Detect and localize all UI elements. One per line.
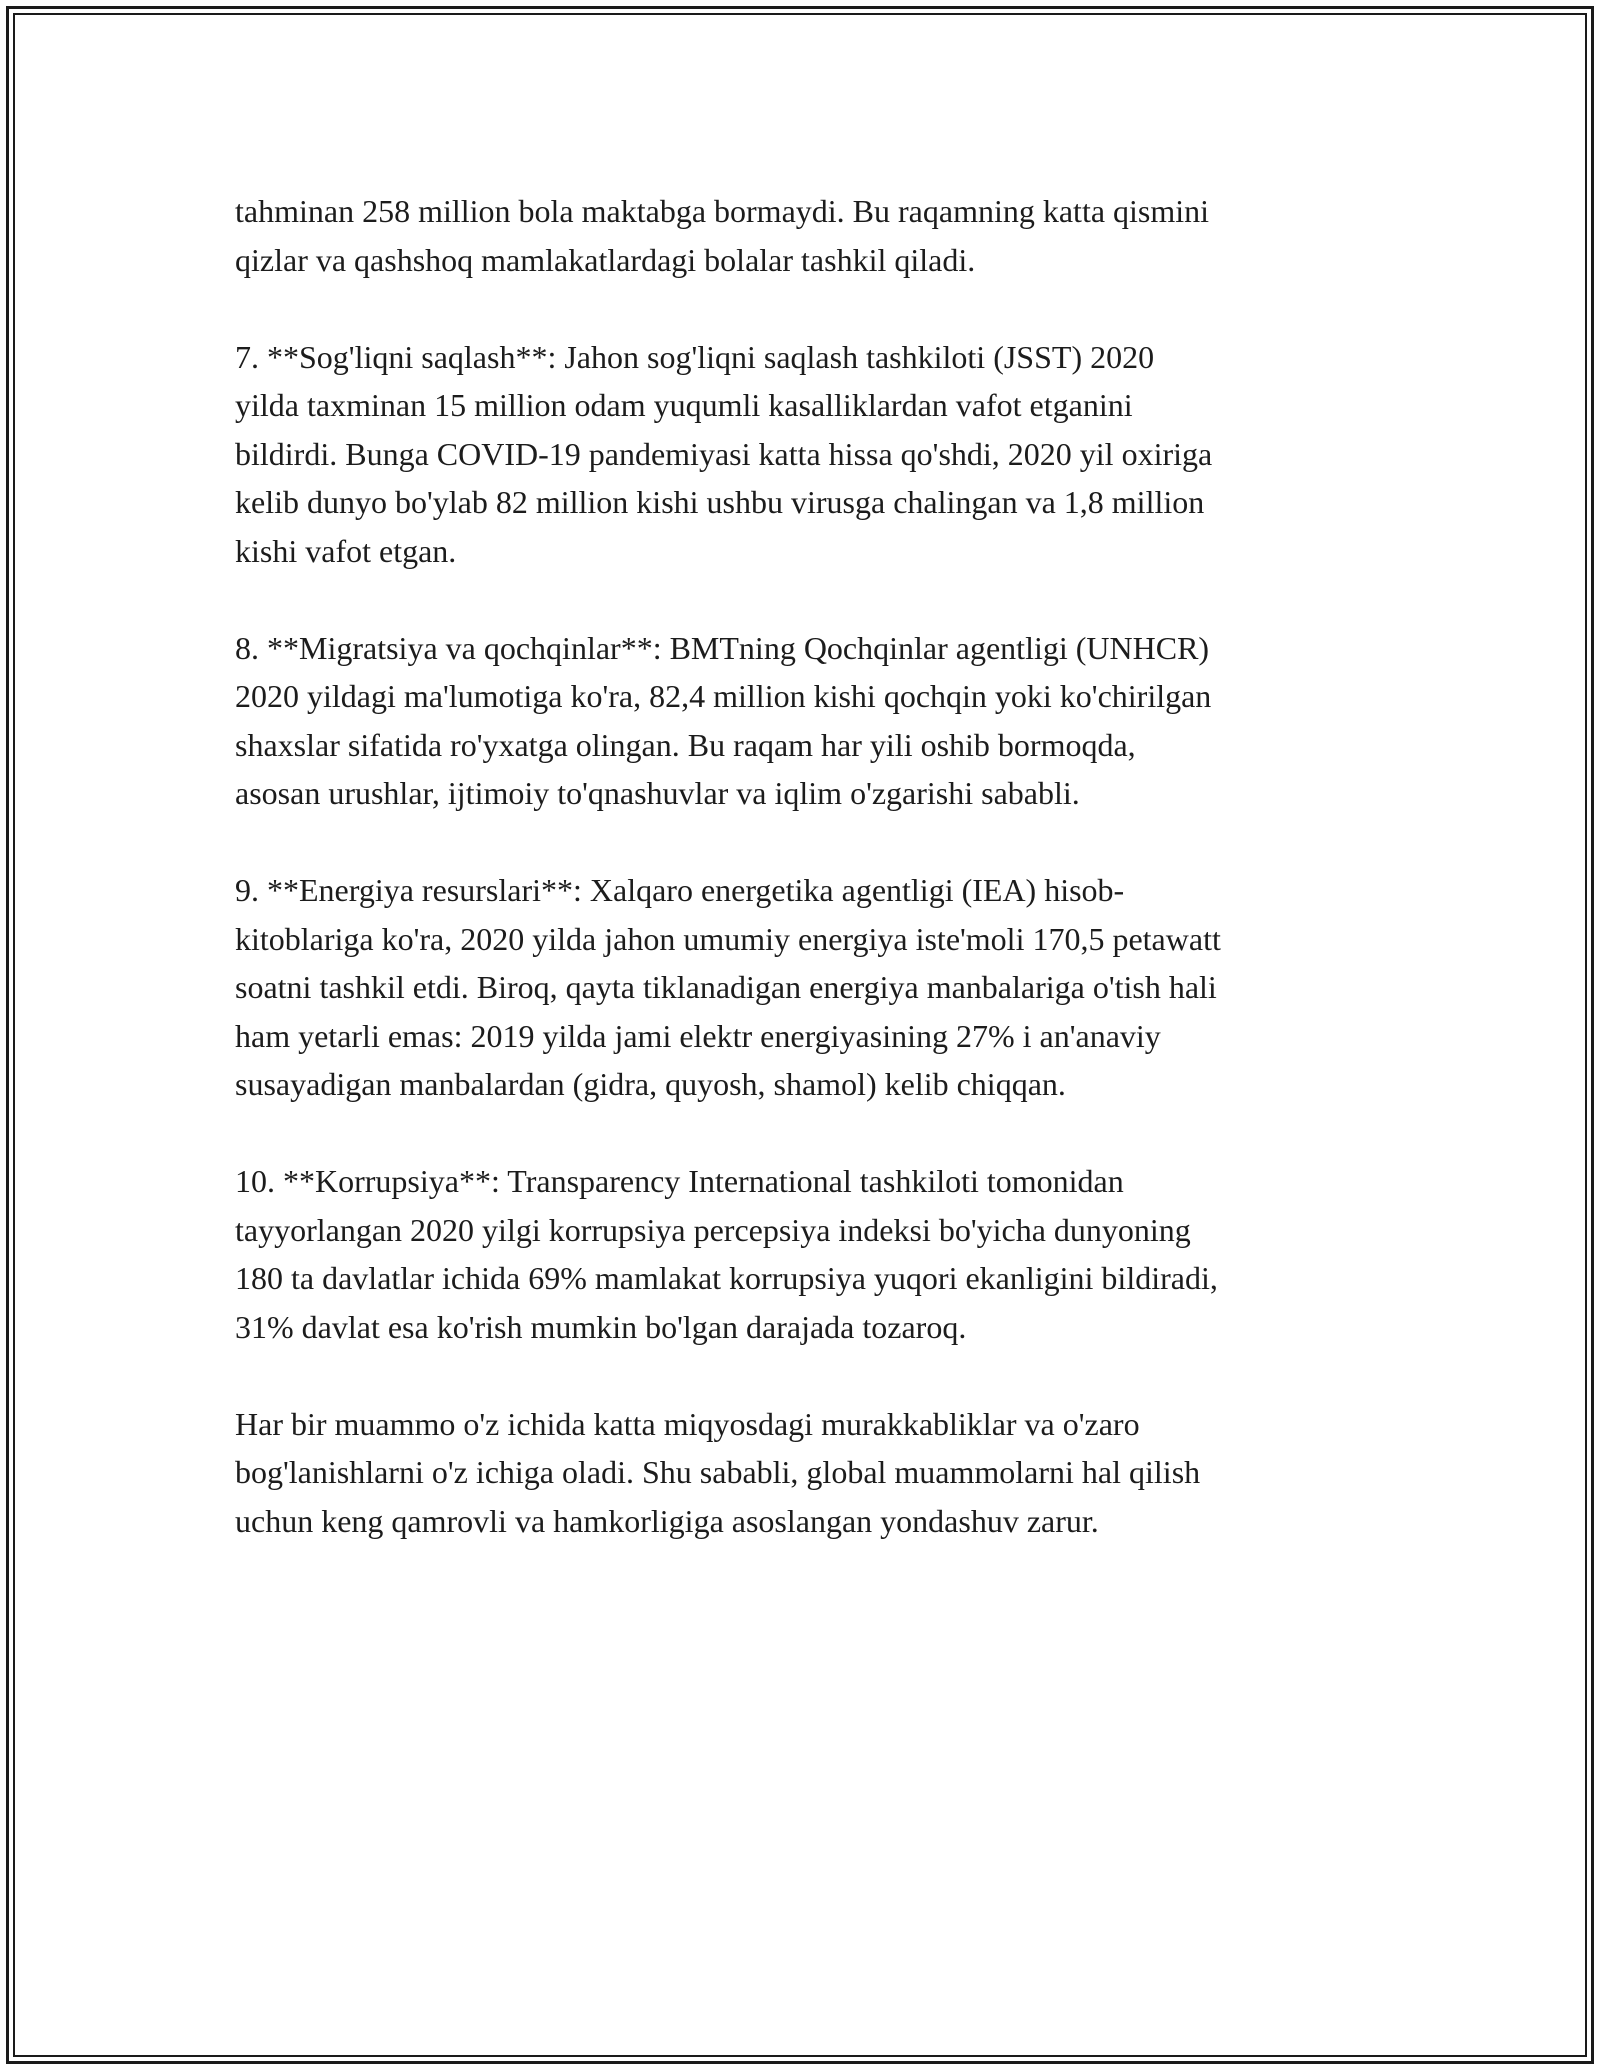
document-body — [235, 187, 1385, 1545]
paragraph-health: 7. **Sog'liqni saqlash**: Jahon sog'liqni saqlash tashkiloti (JSST) 2020 yilda taxminan 15 million odam yuqumli kasalliklardan vafot etganini bildirdi. Bunga COVID-19 pandemiyasi katta hissa qo'shdi, 2020 yil oxiriga kelib dunyo bo'ylab 82 million kishi ushbu virusga chalingan va 1,8 million kishi vafot etgan. — [235, 338, 1213, 569]
paragraph-migration: 8. **Migratsiya va qochqinlar**: BMTning Qochqinlar agentligi (UNHCR) 2020 yildagi ma'lumotiga ko'ra, 82,4 million kishi qochqin yoki ko'chirilgan shaxslar sifatida ro'yxatga olingan. Bu raqam har yili oshib bormoqda, asosan urushlar, ijtimoiy to'qnashuvlar va iqlim o'zgarishi sababli. — [235, 629, 1212, 811]
paragraph-education-continued: tahminan 258 million bola maktabga bormaydi. Bu raqamning katta qismini qizlar va qashshoq mamlakatlardagi bolalar tashkil qiladi. — [235, 193, 1210, 278]
paragraph-energy: 9. **Energiya resurslari**: Xalqaro energetika agentligi (IEA) hisob- kitoblariga ko'ra, 2020 yilda jahon umumiy energiya iste'moli 170,5 petawatt soatni tashkil etdi. Biroq, qayta tiklanadigan energiya manbalariga o'tish hali ham yetarli emas: 2019 yilda jami elektr energiyasining 27% i an'anaviy susayadigan manbalardan (gidra, quyosh, shamol) kelib chiqqan. — [235, 872, 1221, 1102]
paragraph-corruption: 10. **Korrupsiya**: Transparency International tashkiloti tomonidan tayyorlangan 2020 yilgi korrupsiya percepsiya indeksi bo'yicha dunyoning 180 ta davlatlar ichida 69% mamlakat korrupsiya yuqori ekanligini bildiradi, 31% davlat esa ko'rish mumkin bo'lgan darajada tozaroq. — [235, 1163, 1218, 1345]
paragraph-conclusion: Har bir muammo o'z ichida katta miqyosdagi murakkabliklar va o'zaro bog'lanishlarni o'z ichiga oladi. Shu sababli, global muammolarni hal qilish uchun keng qamrovli va hamkorligiga asoslangan yondashuv zarur. — [235, 1405, 1201, 1539]
